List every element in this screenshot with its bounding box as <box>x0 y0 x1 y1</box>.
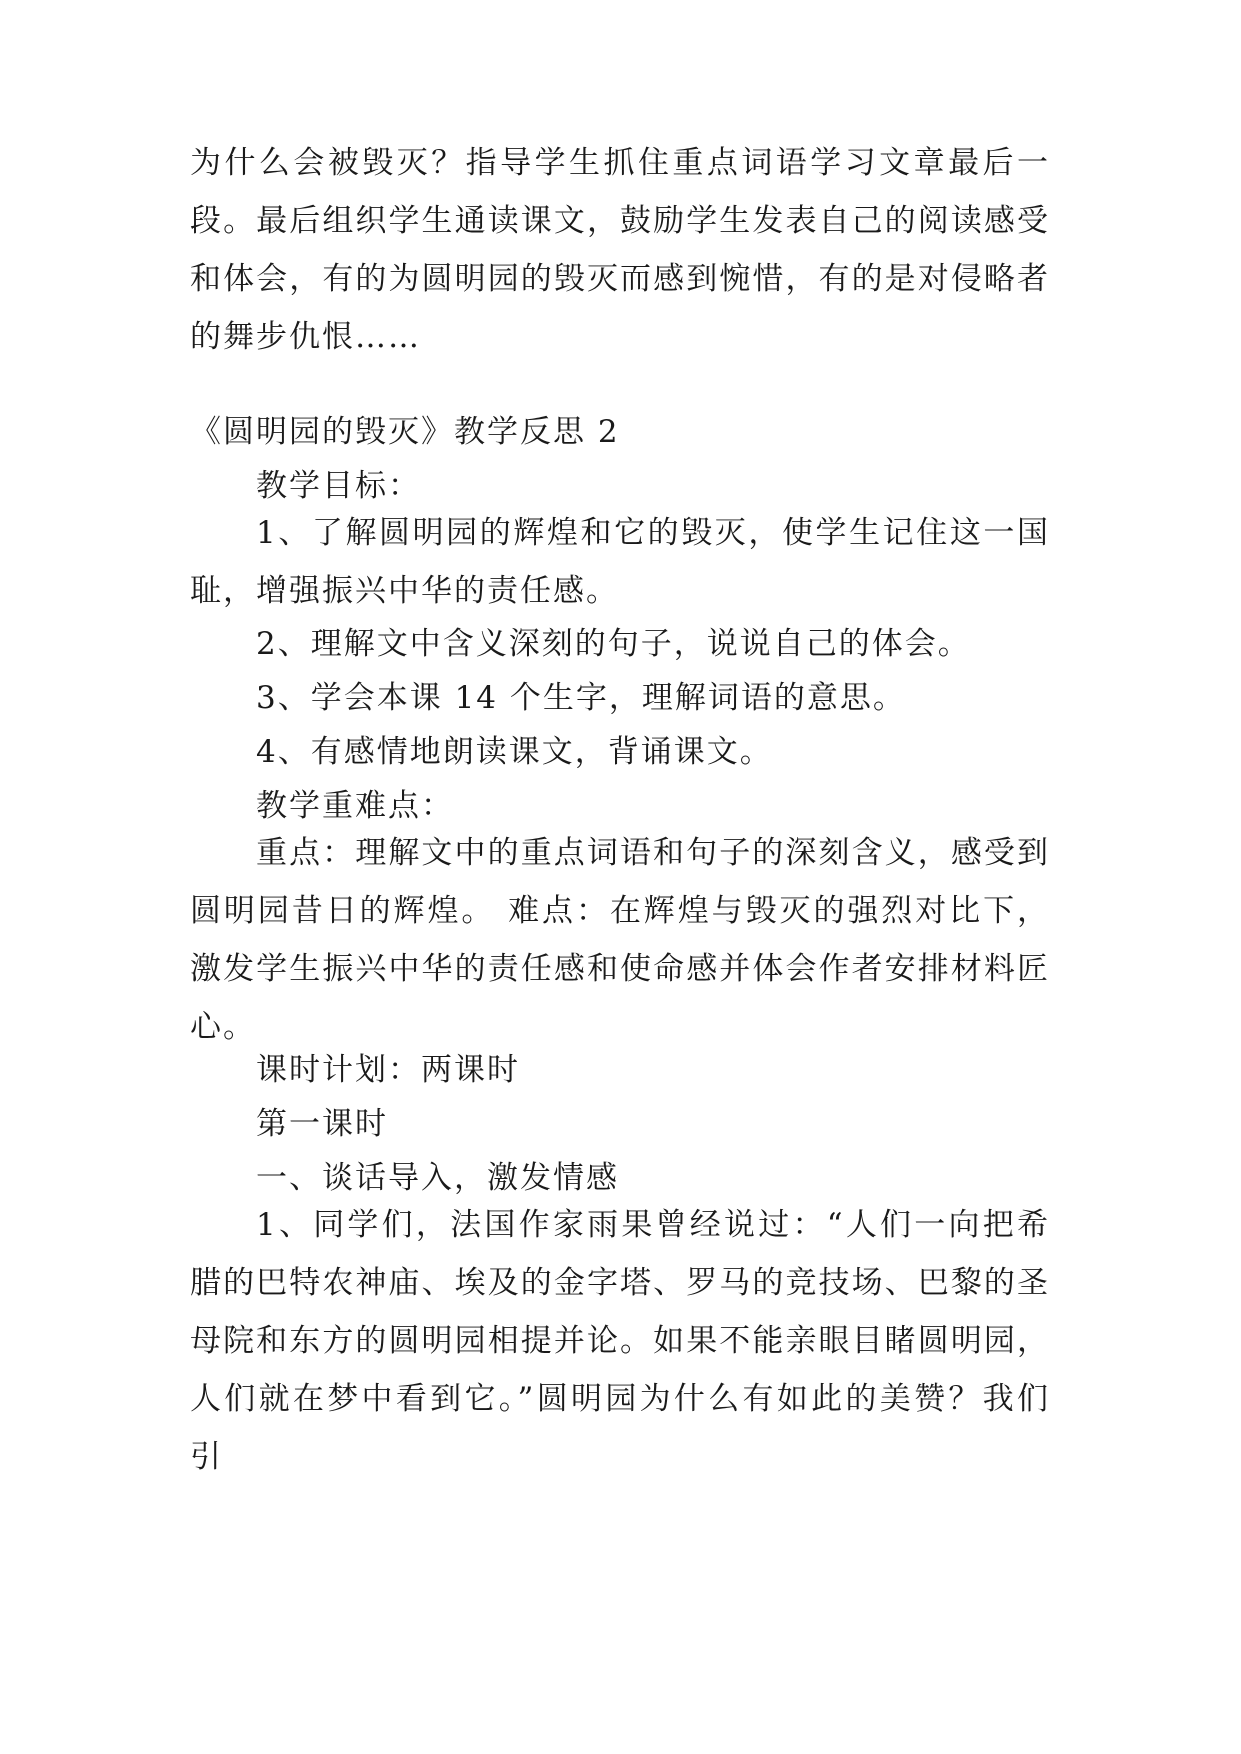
section-heading: 一、谈话导入，激发情感 <box>256 1160 619 1196</box>
goal-item-4: 4、有感情地朗读课文，背诵课文。 <box>256 734 773 770</box>
goal-item-1: 1、了解圆明园的辉煌和它的毁灭，使学生记住这一国耻，增强振兴中华的责任感。 <box>190 515 1050 609</box>
difficulty-paragraph: 重点：理解文中的重点词语和句子的深刻含义，感受到圆明园昔日的辉煌。 难点：在辉煌与毁灭的强烈对比下，激发学生振兴中华的责任感和使命感并体会作者安排材料匠心。 <box>190 835 1050 1045</box>
intro-paragraph: 1、同学们，法国作家雨果曾经说过：“人们一向把希腊的巴特农神庙、埃及的金字塔、罗马的竞技场、巴黎的圣母院和东方的圆明园相提并论。如果不能亲眼目睹圆明园，人们就在梦中看到它。”圆明园为什么有如此的美赞？我们引 <box>190 1207 1050 1475</box>
paragraph-ending: 为什么会被毁灭？指导学生抓住重点词语学习文章最后一段。最后组织学生通读课文，鼓励学生发表自己的阅读感受和体会，有的为圆明园的毁灭而感到惋惜，有的是对侵略者的舞步仇恨…… <box>190 145 1050 355</box>
lesson-heading: 第一课时 <box>256 1106 388 1142</box>
difficulty-heading: 教学重难点： <box>256 788 454 824</box>
goals-heading: 教学目标： <box>256 468 421 504</box>
schedule-line: 课时计划：两课时 <box>256 1052 520 1088</box>
section-title: 《圆明园的毁灭》教学反思 2 <box>190 414 620 450</box>
goal-item-2: 2、理解文中含义深刻的句子，说说自己的体会。 <box>256 626 971 662</box>
goal-item-3: 3、学会本课 14 个生字，理解词语的意思。 <box>256 680 906 716</box>
